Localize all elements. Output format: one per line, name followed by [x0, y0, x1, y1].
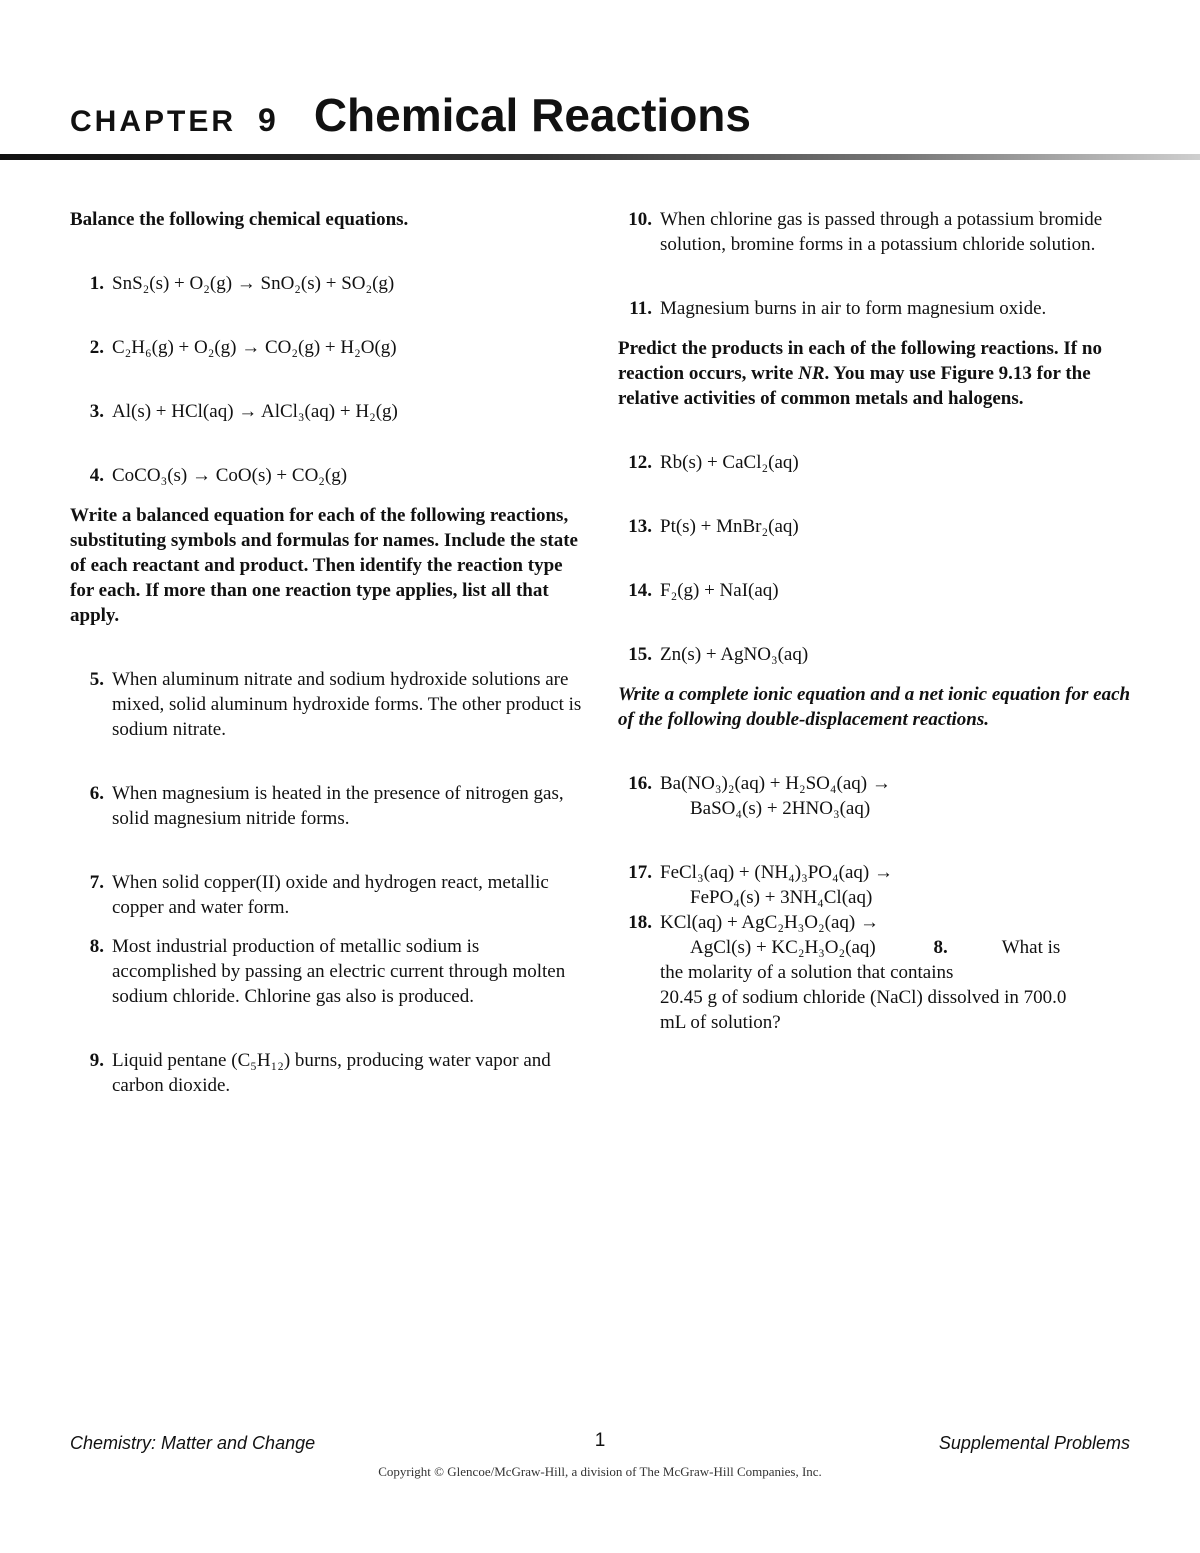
footer-book-title: Chemistry: Matter and Change — [70, 1433, 316, 1453]
question-6 — [70, 781, 585, 831]
question-number: 15. — [628, 644, 652, 665]
stray-question-line-1: the molarity of a solution that contains — [660, 962, 954, 983]
question-text: When magnesium is heated in the presence of nitrogen gas, solid magnesium nitride forms. — [112, 783, 564, 829]
question-text: Al(s) + HCl(aq) → AlCl₃(aq) + H₂(g) — [112, 401, 398, 422]
question-3 — [70, 399, 585, 424]
question-9 — [70, 1048, 585, 1098]
instruction-predict-nr: NR — [798, 363, 825, 384]
question-text: Most industrial production of metallic sodium is accomplished by passing an electric current through molten sodium chloride. Chlorine gas also is produced. — [112, 936, 566, 1007]
question-number: 10. — [628, 209, 652, 230]
question-4 — [70, 463, 585, 488]
instruction-predict — [618, 336, 1133, 411]
question-text: CoCO₃(s) → CoO(s) + CO₂(g) — [112, 465, 348, 486]
question-number: 2. — [89, 337, 104, 358]
stray-question-line-3: mL of solution? — [660, 1012, 781, 1033]
question-line-2-text: AgCl(s) + KC₂H₃O₂(aq) — [690, 937, 876, 958]
question-16 — [618, 771, 1133, 821]
question-text: Pt(s) + MnBr₂(aq) — [660, 516, 799, 537]
question-number: 9. — [89, 1050, 104, 1071]
question-text: When chlorine gas is passed through a potassium bromide solution, bromine forms in a potassium chloride solution. — [660, 209, 1103, 255]
question-15 — [618, 642, 1133, 667]
question-number: 3. — [89, 401, 104, 422]
chapter-label: CHAPTER — [70, 105, 237, 138]
question-line-2: FePO₄(s) + 3NH₄Cl(aq) — [690, 887, 873, 908]
chapter-header — [70, 88, 751, 142]
question-number: 11. — [629, 298, 652, 319]
question-number: 1. — [89, 273, 104, 294]
question-12 — [618, 450, 1133, 475]
instruction-balance: Balance the following chemical equations. — [70, 209, 409, 230]
stray-question-line-2: 20.45 g of sodium chloride (NaCl) dissolved in 700.0 — [660, 987, 1067, 1008]
chapter-title: Chemical Reactions — [313, 89, 751, 141]
instruction-predict-main: Predict the products in each of the following reactions. If no reaction occurs, write — [618, 338, 1102, 384]
question-text: C₂H₆(g) + O₂(g) → CO₂(g) + H₂O(g) — [112, 337, 397, 358]
question-7 — [70, 870, 585, 920]
question-line-1: Ba(NO₃)₂(aq) + H₂SO₄(aq) → — [660, 773, 891, 794]
question-number: 8. — [89, 936, 104, 957]
stray-question-start: What is — [1001, 937, 1061, 958]
question-number: 6. — [89, 783, 104, 804]
question-text: When solid copper(II) oxide and hydrogen react, metallic copper and water form. — [112, 872, 549, 918]
question-18 — [618, 910, 1133, 1035]
question-14 — [618, 578, 1133, 603]
question-8 — [70, 934, 585, 1009]
question-line-2 — [660, 935, 1133, 960]
question-number: 13. — [628, 516, 652, 537]
question-13 — [618, 514, 1133, 539]
question-number: 16. — [628, 773, 652, 794]
question-line-2: BaSO₄(s) + 2HNO₃(aq) — [690, 798, 871, 819]
question-2 — [70, 335, 585, 360]
question-number: 7. — [89, 872, 104, 893]
footer-copyright: Copyright © Glencoe/McGraw-Hill, a division of The McGraw-Hill Companies, Inc. — [378, 1464, 822, 1479]
question-number: 18. — [628, 912, 652, 933]
question-text: Rb(s) + CaCl₂(aq) — [660, 452, 799, 473]
instruction-predict-rest: . You may use Figure 9.13 for the relative activities of common metals and halogens. — [618, 363, 1091, 409]
question-17 — [618, 860, 1133, 910]
question-1 — [70, 271, 585, 296]
question-line-1: FeCl₃(aq) + (NH₄)₃PO₄(aq) → — [660, 862, 893, 883]
instruction-write-balanced: Write a balanced equation for each of the following reactions, substituting symbols and formulas for names. Include the state of each reactant and product. Then identify the reaction type for each. If more than one reaction type applies, list all that apply. — [70, 505, 578, 626]
question-number: 4. — [89, 465, 104, 486]
question-10 — [618, 207, 1133, 257]
question-number: 14. — [628, 580, 652, 601]
question-number: 17. — [628, 862, 652, 883]
footer-page-number: 1 — [594, 1430, 606, 1451]
question-11 — [618, 296, 1133, 321]
question-text: Liquid pentane (C₅H₁₂) burns, producing water vapor and carbon dioxide. — [112, 1050, 551, 1096]
question-text: When aluminum nitrate and sodium hydroxide solutions are mixed, solid aluminum hydroxide forms. The other product is sodium nitrate. — [112, 669, 582, 740]
question-number: 12. — [628, 452, 652, 473]
question-5 — [70, 667, 585, 742]
question-number: 5. — [89, 669, 104, 690]
header-rule — [0, 154, 1200, 160]
stray-question-number: 8. — [933, 937, 948, 958]
left-column — [70, 207, 585, 1098]
question-line-1: KCl(aq) + AgC₂H₃O₂(aq) → — [660, 912, 879, 933]
right-column — [618, 207, 1133, 1035]
question-text: Zn(s) + AgNO₃(aq) — [660, 644, 809, 665]
footer-section: Supplemental Problems — [938, 1433, 1130, 1453]
instruction-ionic: Write a complete ionic equation and a net ionic equation for each of the following double-displacement reactions. — [618, 684, 1131, 730]
question-text: Magnesium burns in air to form magnesium oxide. — [660, 298, 1047, 319]
question-text: SnS₂(s) + O₂(g) → SnO₂(s) + SO₂(g) — [112, 273, 395, 294]
question-text: F₂(g) + NaI(aq) — [660, 580, 779, 601]
chapter-number: 9 — [258, 102, 276, 138]
